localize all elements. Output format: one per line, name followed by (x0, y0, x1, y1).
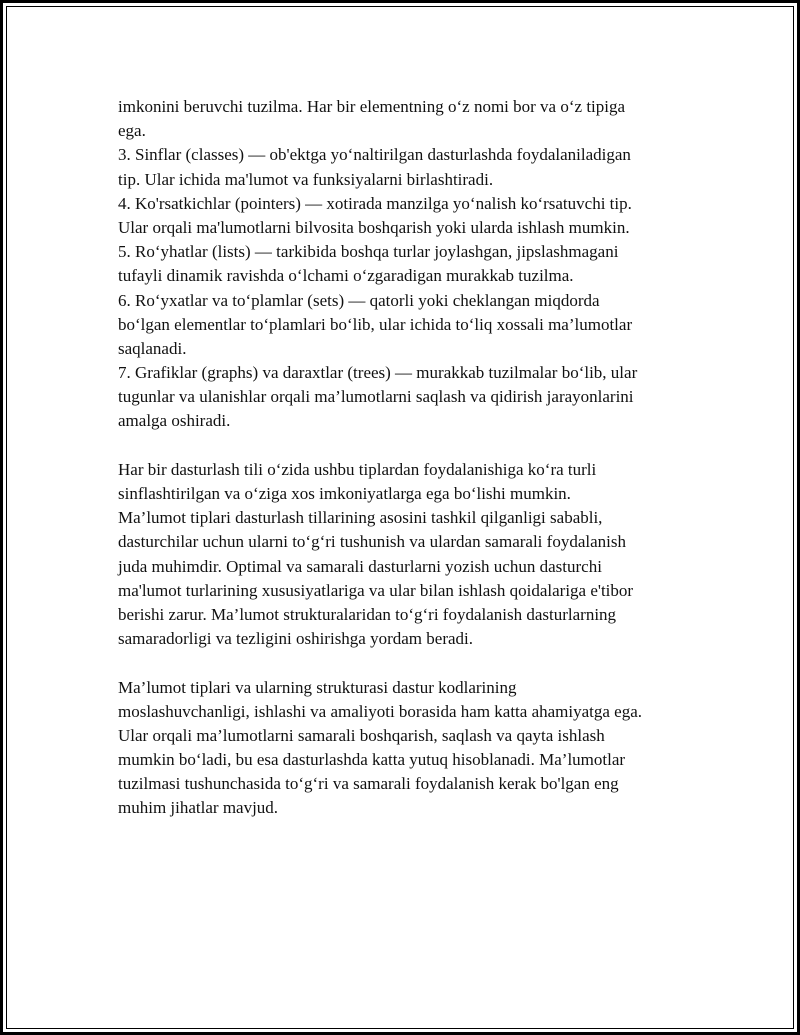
text-line: bo‘lgan elementlar to‘plamlari bo‘lib, ular ichida to‘liq xossali ma’lumotlar (118, 314, 633, 334)
text-line: ma'lumot turlarining xususiyatlariga va ular bilan ishlash qoidalariga e'tibor (118, 580, 634, 600)
text-line: 6. Ro‘yxatlar va to‘plamlar (sets) — qatorli yoki cheklangan miqdorda (118, 290, 600, 310)
text-line: tugunlar va ulanishlar orqali ma’lumotlarni saqlash va qidirish jarayonlarini (118, 387, 634, 407)
text-line: dasturchilar uchun ularni to‘g‘ri tushunish va ulardan samarali foydalanish (118, 532, 626, 552)
text-line: tufayli dinamik ravishda o‘lchami o‘zgaradigan murakkab tuzilma. (118, 266, 574, 286)
paragraph-list-continuation (118, 95, 693, 434)
text-line: saqlanadi. (118, 338, 187, 358)
text-line: 7. Grafiklar (graphs) va daraxtlar (trees) — murakkab tuzilmalar bo‘lib, ular (118, 363, 638, 383)
text-line: 4. Ko'rsatkichlar (pointers) — xotirada manzilga yo‘nalish ko‘rsatuvchi tip. (118, 193, 632, 213)
text-line: Ma’lumot tiplari va ularning strukturasi dastur kodlarining (118, 677, 517, 697)
text-line: ega. (118, 121, 146, 141)
paragraph-2 (118, 458, 693, 652)
text-line: mumkin bo‘ladi, bu esa dasturlashda katta yutuq hisoblanadi. Ma’lumotlar (118, 750, 626, 770)
text-line: moslashuvchanligi, ishlashi va amaliyoti borasida ham katta ahamiyatga ega. (118, 701, 643, 721)
text-line: 5. Ro‘yhatlar (lists) — tarkibida boshqa turlar joylashgan, jipslashmagani (118, 242, 619, 262)
text-line: juda muhimdir. Optimal va samarali dasturlarni yozish uchun dasturchi (118, 556, 602, 576)
text-line: muhim jihatlar mavjud. (118, 798, 279, 818)
text-line: Har bir dasturlash tili o‘zida ushbu tiplardan foydalanishiga ko‘ra turli (118, 459, 597, 479)
text-line: 3. Sinflar (classes) — ob'ektga yo‘naltirilgan dasturlashda foydalaniladigan (118, 145, 631, 165)
text-line: Ular orqali ma’lumotlarni samarali boshqarish, saqlash va qayta ishlash (118, 725, 605, 745)
text-line: amalga oshiradi. (118, 411, 231, 431)
text-line: Ma’lumot tiplari dasturlash tillarining asosini tashkil qilganligi sababli, (118, 508, 603, 528)
text-line: sinflashtirilgan va o‘ziga xos imkoniyatlarga ega bo‘lishi mumkin. (118, 484, 571, 503)
paragraph-gap (118, 651, 693, 675)
paragraph-3 (118, 676, 693, 821)
text-line: samaradorligi va tezligini oshirishga yordam beradi. (118, 629, 474, 649)
text-line: tip. Ular ichida ma'lumot va funksiyalarni birlashtiradi. (118, 169, 494, 189)
document-body (118, 95, 693, 821)
text-line: Ular orqali ma'lumotlarni bilvosita boshqarish yoki ularda ishlash mumkin. (118, 217, 630, 237)
text-line: imkonini beruvchi tuzilma. Har bir elementning o‘z nomi bor va o‘z tipiga (118, 97, 626, 116)
text-line: tuzilmasi tushunchasida to‘g‘ri va samarali foydalanish kerak bo'lgan eng (118, 774, 619, 794)
text-line: berishi zarur. Ma’lumot strukturalaridan to‘g‘ri foydalanish dasturlarning (118, 604, 617, 624)
paragraph-gap (118, 434, 693, 458)
